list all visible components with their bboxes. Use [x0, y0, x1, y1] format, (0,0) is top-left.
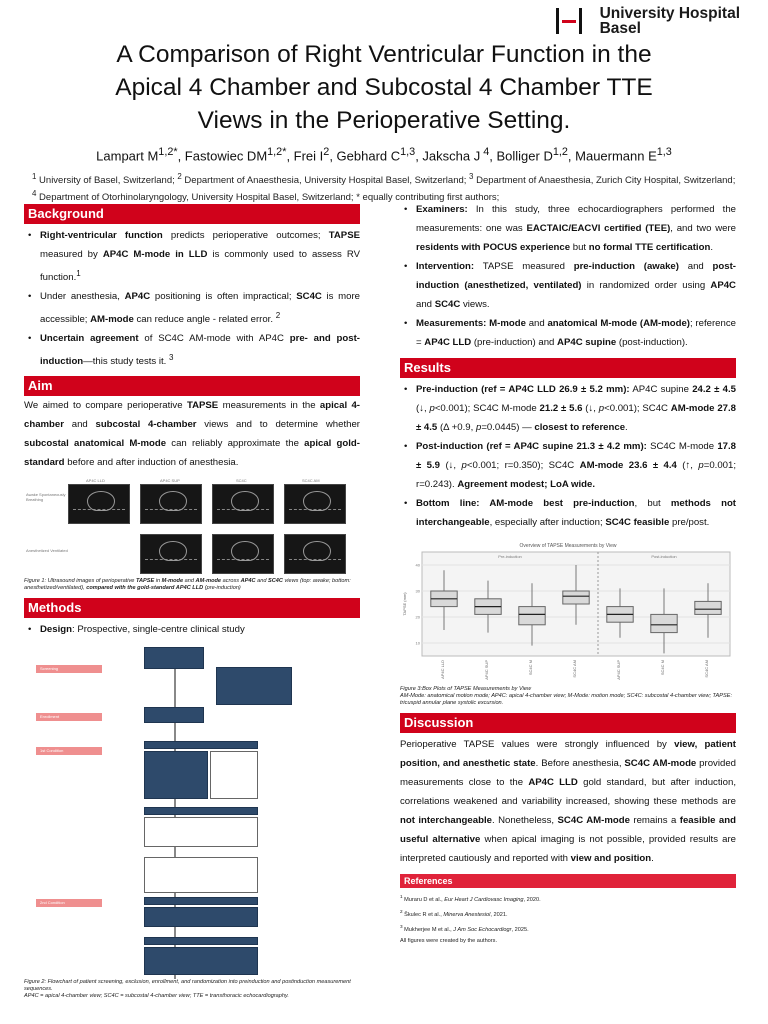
discussion-text: Perioperative TAPSE values were strongly influenced by view, patient position, and anesthetic state. Before anesthesia, SC4C AM-mode provided measurements close to the AP4C LLD gold standard, but after induction, correlations weakened and variability increased, showing these methods are not interchangeable. Nonetheless, SC4C AM-mode remains a feasible and useful alternative when apical imaging is not possible, provided results are interpreted cautiously and reported with view and position. — [400, 739, 736, 864]
flow-stage-label: Screening — [36, 665, 102, 673]
figure-2-caption: Figure 2: Flowchart of patient screening, exclusion, enrollment, and randomization into preinduction and postinduction measurement sequences. AP4C = apical 4-chamber view; SC4C = subcostal 4-chamber view; TTE = transthoracic echocardiography. — [24, 978, 351, 999]
right-column — [400, 200, 736, 947]
background-item: • Right-ventricular function predicts perioperative outcomes; TAPSE measured by AP4C M-mode in LLD is commonly used to assess RV function.$^1$ — [24, 226, 360, 287]
ultrasound-image — [284, 534, 346, 574]
flow-box — [144, 741, 258, 749]
results-heading: Results — [400, 358, 736, 378]
background-list — [24, 226, 360, 372]
poster-title — [40, 38, 728, 137]
y-tick-label: 40 — [415, 562, 420, 568]
group-label: Pre-induction — [498, 554, 522, 559]
x-tick-label: SC4C M — [660, 660, 665, 676]
fig1-row-label: Awake Spontaneously Breathing — [26, 491, 66, 502]
x-tick-label: SC4C M — [528, 660, 533, 676]
ultrasound-image — [284, 484, 346, 524]
methods-right-item: • Measurements: M-mode and anatomical M-mode (AM-mode); reference = AP4C LLD (pre-induction) and AP4C supine (post-induction). — [400, 314, 736, 352]
box — [519, 607, 545, 625]
logo-line-2: Basel — [599, 20, 641, 37]
figure-1-ultrasound-grid — [24, 478, 360, 578]
background-item: • Under anesthesia, AP4C positioning is often impractical; SC4C is more accessible; AM-mode can reduce angle - related error. $^2$ — [24, 287, 360, 329]
results-item: • Bottom line: AM-mode best pre-induction, but methods not interchangeable, especially after induction; SC4C feasible pre/post. — [400, 494, 736, 532]
flow-box — [144, 947, 258, 975]
flow-box — [144, 897, 258, 905]
methods-right-list — [400, 200, 736, 352]
reference-item: $^1$ Muraru D et al., Eur Heart J Cardiovasc Imaging, 2020. — [400, 894, 541, 903]
fig1-col-label: SC4C — [236, 477, 247, 483]
reference-item: $^3$ Mukherjee M et al., J Am Soc Echocardiogr, 2025. — [400, 923, 529, 933]
flow-box — [144, 751, 208, 799]
x-tick-label: SC4C AM — [572, 660, 577, 678]
discussion-heading: Discussion — [400, 713, 736, 733]
title-line-1: A Comparison of Right Ventricular Function in the — [116, 41, 652, 68]
flow-stage-label: Enrollment — [36, 713, 102, 721]
results-item: • Post-induction (ref = AP4C supine 21.3 ± 4.2 mm): SC4C M-mode 17.8 ± 5.9 (↓, p<0.001; r=0.350); SC4C AM-mode 23.6 ± 4.4 (↑, p=0.001; r=0.243). Agreement modest; LoA wide. — [400, 437, 736, 494]
flow-box — [144, 817, 258, 847]
logo-line-1: University Hospital — [599, 5, 740, 22]
authors: Lampart $M^{1,2*}$, Fastowiec $DM^{1,2*}$, Frei $I^2$, Gebhard C$^{1,3}$, Jakscha J $^4$, Bolliger D$^{1,2}$, Mauermann E$^{1,3}$ — [96, 146, 672, 164]
reference-note: All figures were created by the authors. — [400, 937, 498, 944]
title-line-2: Apical 4 Chamber and Subcostal 4 Chamber TTE — [115, 74, 653, 101]
fig1-row-label: Anesthetized Ventilated — [26, 547, 68, 553]
methods-list — [24, 620, 360, 639]
flow-box — [144, 937, 258, 945]
flow-box — [144, 807, 258, 815]
figure-3-caption: Figure 3:Box Plots of TAPSE Measurements by View AM-Mode: anatomical motion mode; AP4C: apical 4-chamber view; M-Mode: motion mode; SC4C: subcostal 4-chamber view; TAPSE: tricuspid annular plane systolic excursion. — [400, 686, 733, 706]
methods-right-item: • Examiners: In this study, three echocardiographers performed the measurements: one was EACTAIC/EACVI certified (TEE), and two were residents with POCUS experience but no formal TTE certification. — [400, 200, 736, 257]
chart-title: Overview of TAPSE Measurements by View — [519, 543, 617, 549]
box — [651, 614, 677, 632]
box — [563, 591, 589, 604]
ultrasound-image — [140, 534, 202, 574]
figure-1-caption: Figure 1: Ultrasound images of perioperative TAPSE in M-mode and AM-mode across AP4C and SC4C views (top: awake; bottom: anesthetized/ventilated), compared with the gold-standard AP4C LLD (pre-induction) — [24, 577, 351, 591]
y-tick-label: 10 — [415, 640, 420, 646]
fig1-col-label: AP4C LLD — [86, 477, 105, 483]
references-list — [400, 891, 736, 947]
group-label: Post-induction — [651, 554, 677, 559]
box-plot-svg — [400, 538, 736, 686]
left-column — [24, 204, 360, 1000]
flow-box — [144, 647, 204, 669]
figure-3-box-plot — [400, 538, 736, 686]
background-heading: Background — [24, 204, 360, 224]
x-tick-label: AP4C LLD — [440, 660, 445, 679]
flow-box — [144, 857, 258, 893]
aim-text: We aimed to compare perioperative TAPSE measurements in the apical 4-chamber and subcostal 4-chamber views and to determine whether subcostal anatomical M-mode can reliably approximate the apical gold-standard before and after induction of anesthesia. — [24, 399, 360, 468]
flow-stage-label: 1st Condition — [36, 747, 102, 755]
title-line-3: Views in the Perioperative Setting. — [197, 107, 571, 134]
flow-box — [216, 667, 292, 705]
figure-2-flowchart — [24, 643, 360, 979]
y-tick-label: 20 — [415, 614, 420, 620]
flow-box — [144, 907, 258, 927]
box — [695, 601, 721, 614]
x-tick-label: SC4C AM — [704, 660, 709, 678]
x-tick-label: AP4C SUP — [616, 660, 621, 680]
reference-item: $^2$ Škulec R et al., Minerva Anestesiol, 2021. — [400, 908, 508, 918]
flow-box — [210, 751, 258, 799]
flow-stage-label: 2nd Condition — [36, 899, 102, 907]
hospital-logo — [552, 6, 740, 36]
methods-heading: Methods — [24, 598, 360, 618]
ultrasound-image — [68, 484, 130, 524]
ultrasound-image — [212, 484, 274, 524]
affiliations: $^1$ University of Basel, Switzerland; $^2$ Department of Anaesthesia, University Hospital Basel, Switzerland; $^3$ Department of Anaesthesia, Zurich City Hospital, Switzerland; $^4$ Department of Otorhinolaryngology, University Hospital Basel, Switzerland; * equally contributing first authors; — [32, 172, 736, 204]
aim-heading: Aim — [24, 376, 360, 396]
ultrasound-image — [212, 534, 274, 574]
methods-design-item: • Design: Prospective, single-centre clinical study — [24, 620, 360, 639]
fig1-col-label: SC4C AM — [302, 477, 320, 483]
y-tick-label: 30 — [415, 588, 420, 594]
flow-box — [144, 707, 204, 723]
logo-mark-icon — [552, 6, 592, 36]
y-axis-label: TAPSE (mm) — [402, 592, 407, 616]
results-list — [400, 380, 736, 532]
results-item: • Pre-induction (ref = AP4C LLD 26.9 ± 5.2 mm): AP4C supine 24.2 ± 4.5 (↓, p<0.001); SC4C M-mode 21.2 ± 5.6 (↓, p<0.001); SC4C AM-mode 27.8 ± 4.5 (Δ +0.9, p=0.0445) — closest to reference. — [400, 380, 736, 437]
references-heading: References — [400, 874, 736, 888]
fig1-col-label: AP4C SUP — [160, 477, 180, 483]
background-item: • Uncertain agreement of SC4C AM-mode with AP4C pre- and post-induction—this study tests it. $^3$ — [24, 329, 360, 371]
x-tick-label: AP4C SUP — [484, 660, 489, 680]
ultrasound-image — [140, 484, 202, 524]
methods-right-item: • Intervention: TAPSE measured pre-induction (awake) and post-induction (anesthetized, ventilated) in randomized order using AP4C and SC4C views. — [400, 257, 736, 314]
